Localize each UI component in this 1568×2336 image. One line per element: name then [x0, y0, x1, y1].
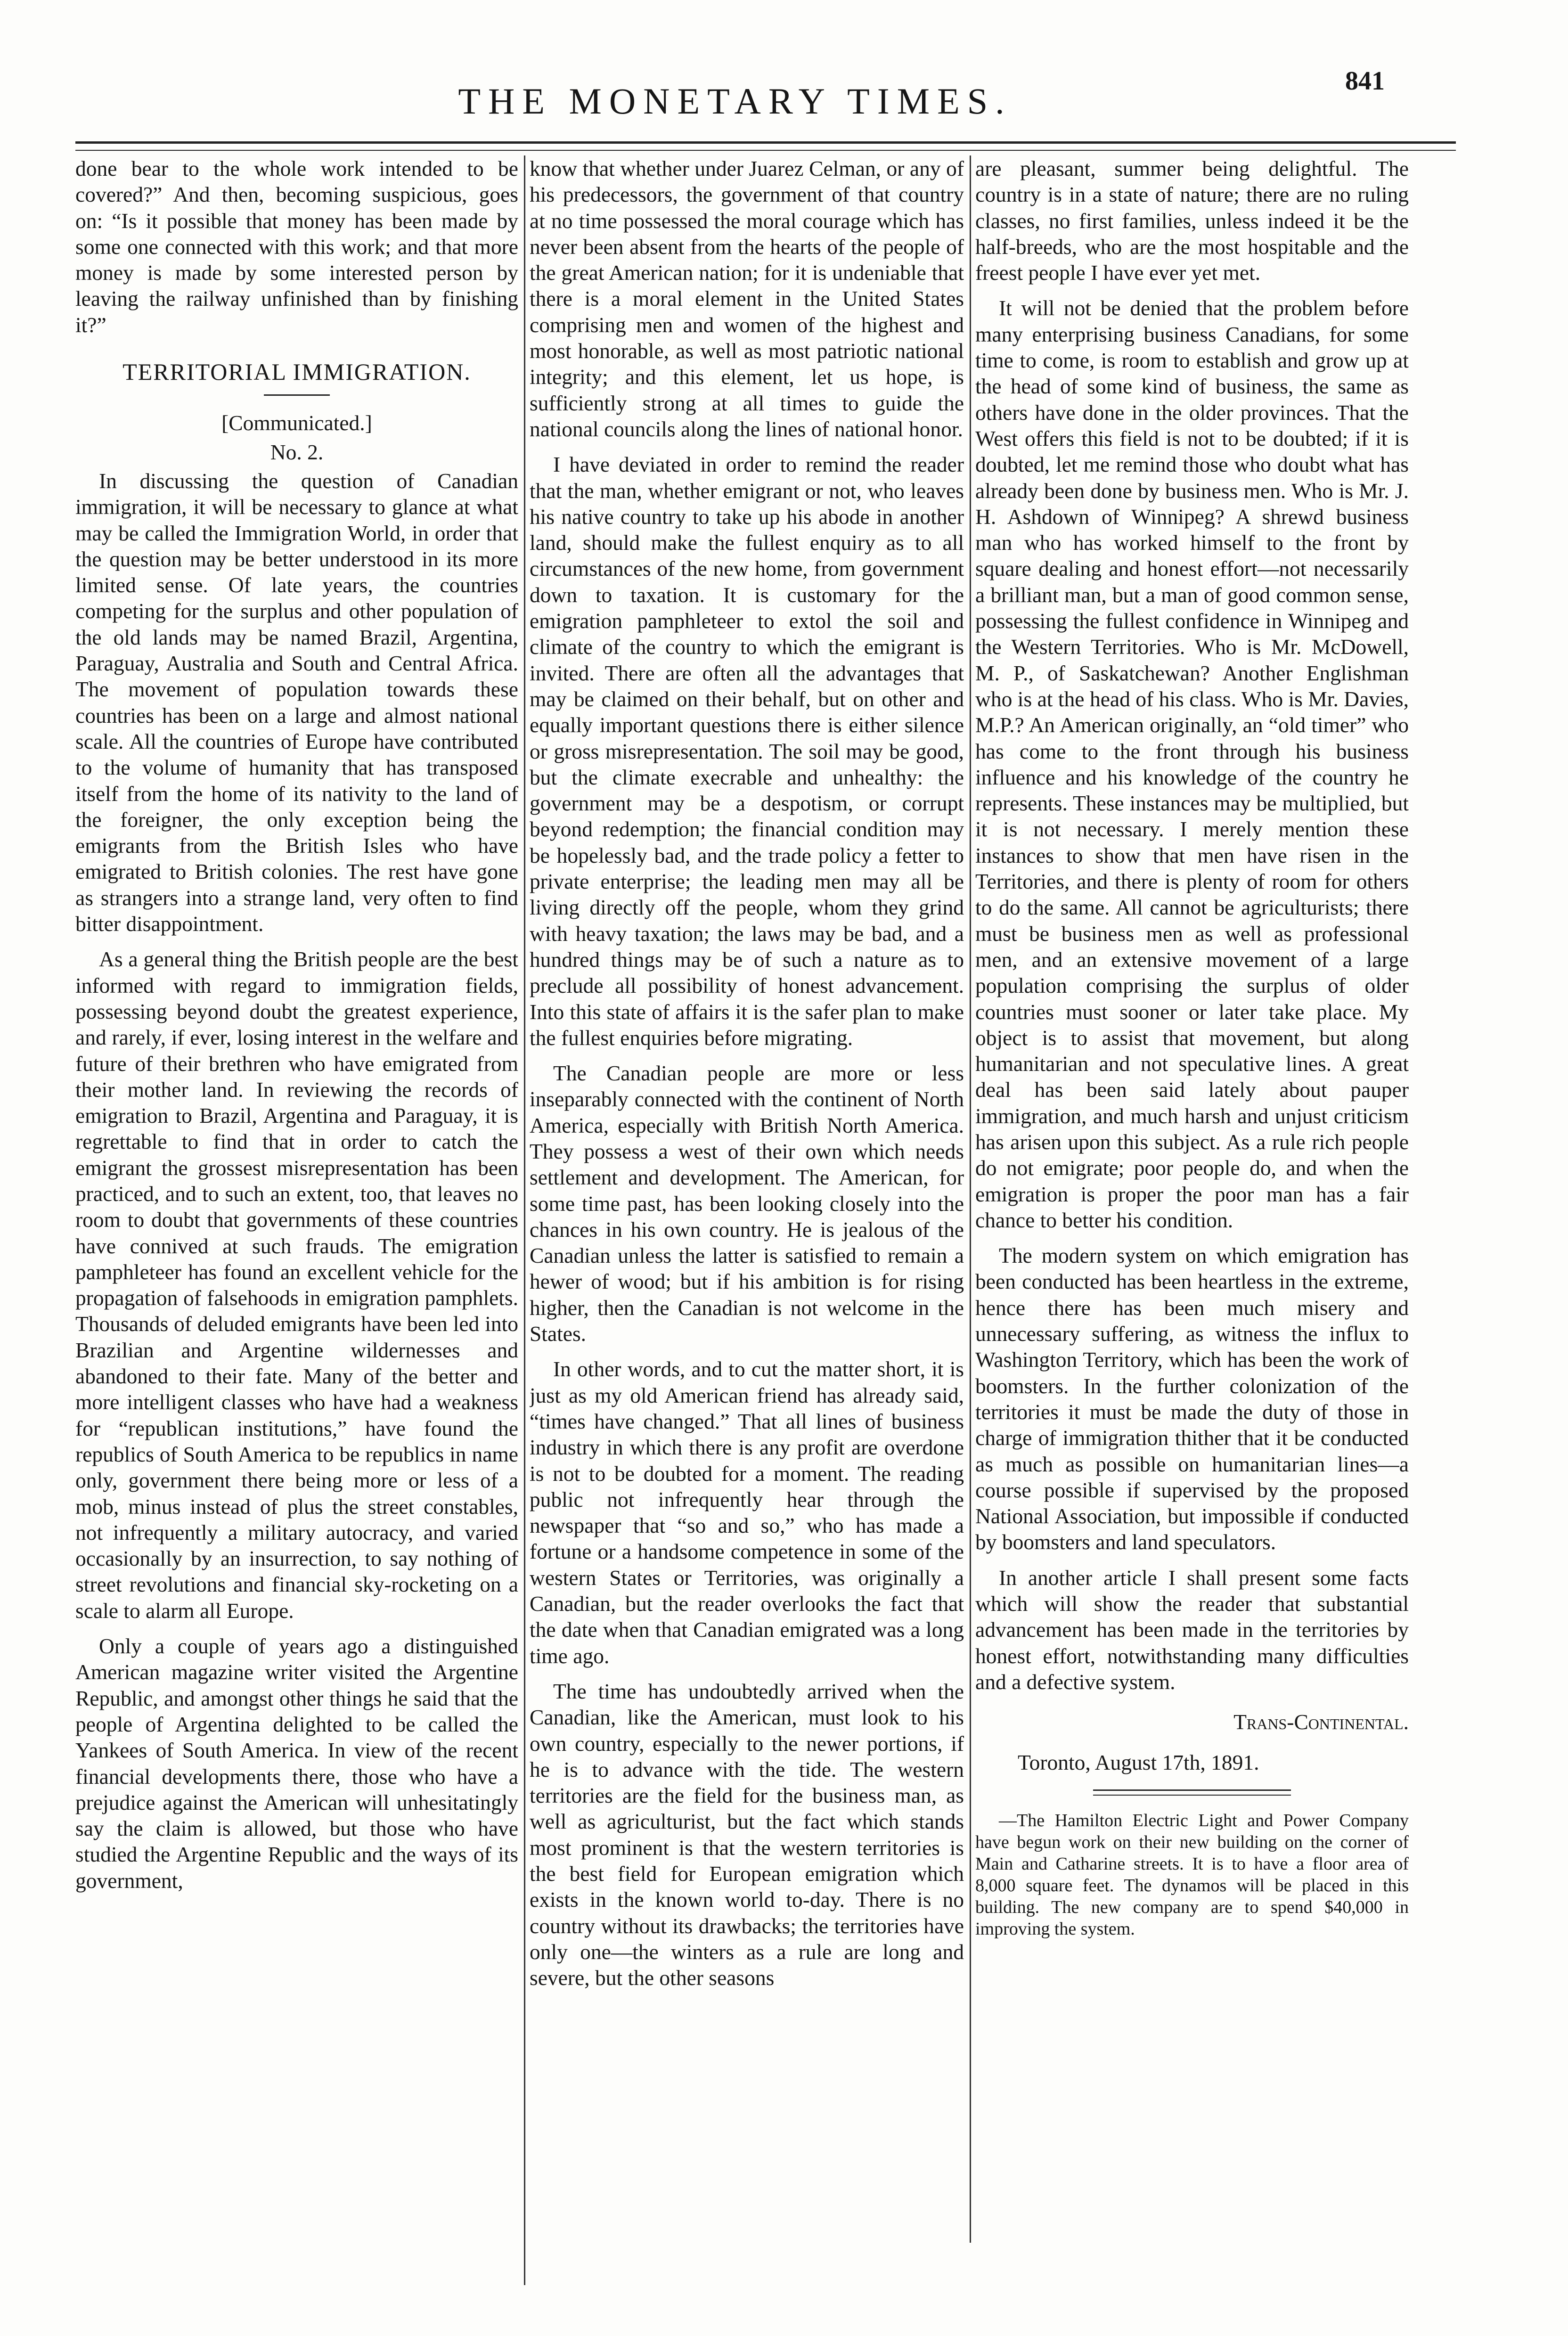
- paragraph: In other words, and to cut the matter short, it is just as my old American friend has already said, “times have changed.” That all lines of business industry in which there is any profit are overdone is not to be doubted for a moment. The reading public not infrequently hear through the newspaper that “so and so,” who has made a fortune or a handsome competence in some of the western States or Territories, was originally a Canadian, but the reader overlooks the fact that the date when that Canadian emigrated was a long time ago.: [530, 1357, 964, 1668]
- article-heading: TERRITORIAL IMMIGRATION.: [122, 359, 471, 385]
- paragraph-continued: know that whether under Juarez Celman, or any of his predecessors, the government of that country at no time possessed the moral courage which has never been absent from the hearts of the people of the great American nation; for it is undeniable that there is a moral element in the United States comprising men and women of the highest and most honorable, as well as most patriotic national integrity; and this element, let us hope, is sufficiently strong at all times to guide the national councils along the lines of national honor.: [530, 156, 964, 441]
- article-number: No. 2.: [270, 440, 324, 464]
- article-signature: Trans-Continental.: [1233, 1710, 1409, 1734]
- section-rule: [1093, 1789, 1291, 1791]
- article-dateline: Toronto, August 17th, 1891.: [1018, 1750, 1259, 1774]
- column-3: [975, 155, 1409, 2304]
- masthead-title: THE MONETARY TIMES.: [458, 81, 1012, 122]
- masthead: [0, 66, 1568, 127]
- masthead-rule-thin: [75, 150, 1456, 151]
- paragraph-continued: done bear to the whole work intended to be covered?” And then, becoming suspicious, goes on: “Is it possible that money has been made by some one connected with this work; and that more money is made by some interested person by leaving the railway unfinished than by finishing it?”: [75, 156, 518, 337]
- heading-rule: [264, 394, 330, 396]
- column-2: [530, 155, 964, 2304]
- column-divider-2: [970, 155, 971, 2243]
- masthead-rule-thick: [75, 141, 1456, 144]
- article-communicated: [Communicated.]: [221, 411, 372, 435]
- paragraph: The modern system on which emigration has been conducted has been heartless in the extreme, hence there has been much misery and unnecessary suffering, as witness the influx to Washington Territory, which has been the work of boomsters. In the further colonization of the territories it must be made the duty of those in charge of immigration thither that it be conducted as much as possible on humanitarian lines—a course possible if supervised by the proposed National Association, but impossible if conducted by boomsters and land speculators.: [975, 1243, 1409, 1554]
- paragraph-continued: are pleasant, summer being delightful. The country is in a state of nature; there are no ruling classes, no first families, unless indeed it be the half-breeds, who are the most hospitable and the freest people I have ever yet met.: [975, 156, 1409, 285]
- page-number: 841: [1345, 66, 1385, 96]
- paragraph: In discussing the question of Canadian immigration, it will be necessary to glance at what may be called the Immigration World, in order that the question may be better understood in its more limited sense. Of late years, the countries competing for the surplus and other population of the old lands may be named Brazil, Argentina, Paraguay, Australia and South and Central Africa. The movement of population towards these countries has been on a large and almost national scale. All the countries of Europe have contributed to the volume of humanity that has transposed itself from the home of its nativity to the land of the foreigner, the only exception being the emigrants from the British Isles who have emigrated to British colonies. The rest have gone as strangers into a strange land, very often to find bitter disappointment.: [75, 468, 518, 936]
- paragraph: The time has undoubtedly arrived when the Canadian, like the American, must look to his own country, especially to the newer portions, if he is to advance with the tide. The western territories are the field for the business man, as well as agriculturist, but the fact which stands most prominent is that the western territories is the best field for European emigration which exists in the known world to-day. There is no country without its drawbacks; the territories have only one—the winters as a rule are long and severe, but the other seasons: [530, 1679, 964, 1990]
- paragraph: Only a couple of years ago a distinguished American magazine writer visited the Argentine Republic, and amongst other things he said that the people of Argentina delighted to be called the Yankees of South America. In view of the recent financial developments there, those who have a prejudice against the American will unhesitatingly say the claim is allowed, but those who have studied the Argentine Republic and the ways of its government,: [75, 1634, 518, 1893]
- news-item: —The Hamilton Electric Light and Power Company have begun work on their new building on the corner of Main and Catharine streets. It is to have a floor area of 8,000 square feet. The dynamos will be placed in this building. The new company are to spend $40,000 in improving the system.: [975, 1810, 1409, 1939]
- paragraph: It will not be denied that the problem before many enterprising business Canadians, for some time to come, is room to establish and grow up at the head of some kind of business, the same as others have done in the older provinces. That the West offers this field is not to be doubted; if it is doubted, let me remind those who doubt what has already been done by business men. Who is Mr. J. H. Ashdown of Winnipeg? A shrewd business man who has worked himself to the front by square dealing and honest effort—not necessarily a brilliant man, but a man of good common sense, possessing the fullest confidence in Winnipeg and the Western Territories. Who is Mr. McDowell, M. P., of Saskatchewan? Another Englishman who is at the head of his class. Who is Mr. Davies, M.P.? An American originally, an “old timer” who has come to the front through his business influence and his knowledge of the country he represents. These instances may be multiplied, but it is not necessary. I merely mention these instances to show that men have risen in the Territories, and there is plenty of room for others to do the same. All cannot be agriculturists; there must be business men as well as professional men, and an extensive movement of a large population comprising the surplus of older countries must sooner or later take place. My object is to assist that movement, but along humanitarian and not speculative lines. A great deal has been said lately about pauper immigration, and much harsh and unjust criticism has arisen upon this subject. As a rule rich people do not emigrate; poor people do, and when the emigration is proper the poor man has a fair chance to better his condition.: [975, 296, 1409, 1232]
- paragraph: I have deviated in order to remind the reader that the man, whether emigrant or not, who leaves his native country to take up his abode in another land, should make the fullest enquiry as to all circumstances of the new home, from government down to taxation. It is customary for the emigration pamphleteer to extol the soil and climate of the country to which the emigrant is invited. There are often all the advantages that may be claimed on their behalf, but on other and equally important questions there is either silence or gross misrepresentation. The soil may be good, but the climate execrable and unhealthy: the government may be a despotism, or corrupt beyond redemption; the financial condition may be hopelessly bad, and the trade policy a fetter to private enterprise; the leading men may all be living directly off the people, whom they grind with heavy taxation; the laws may be bad, and a hundred things may be of such a nature as to preclude all possibility of honest advancement. Into this state of affairs it is the safer plan to make the fullest enquiries before migrating.: [530, 452, 964, 1050]
- column-divider-1: [524, 155, 525, 2285]
- section-rule-thin: [1093, 1795, 1291, 1796]
- column-1: [75, 155, 518, 2304]
- paragraph: As a general thing the British people are the best informed with regard to immigration fields, possessing beyond doubt the greatest experience, and rarely, if ever, losing interest in the welfare and future of their brethren who have emigrated from their mother land. In reviewing the records of emigration to Brazil, Argentina and Paraguay, it is regrettable to find that in order to catch the emigrant the grossest misrepresentation has been practiced, and to such an extent, too, that leaves no room to doubt that governments of these countries have connived at such frauds. The emigration pamphleteer has found an excellent vehicle for the propagation of falsehoods in emigration pamphlets. Thousands of deluded emigrants have been led into Brazilian and Argentine wildernesses and abandoned to their fate. Many of the better and more intelligent classes who have had a weakness for “republican institutions,” have found the republics of South America to be republics in name only, government there being more or less of a mob, minus instead of plus the street constables, not infrequently a military autocracy, and varied occasionally by an insurrection, to say nothing of street revolutions and financial sky-rocketing on a scale to alarm all Europe.: [75, 947, 518, 1623]
- paragraph: The Canadian people are more or less inseparably connected with the continent of North America, especially with British North America. They possess a west of their own which needs settlement and development. The American, for some time past, has been looking closely into the chances in his own country. He is jealous of the Canadian unless the latter is satisfied to remain a hewer of wood; but if his ambition is for rising higher, then the Canadian is not welcome in the States.: [530, 1061, 964, 1346]
- paragraph: In another article I shall present some facts which will show the reader that substantial advancement has been made in the territories by honest effort, notwithstanding many difficulties and a defective system.: [975, 1565, 1409, 1694]
